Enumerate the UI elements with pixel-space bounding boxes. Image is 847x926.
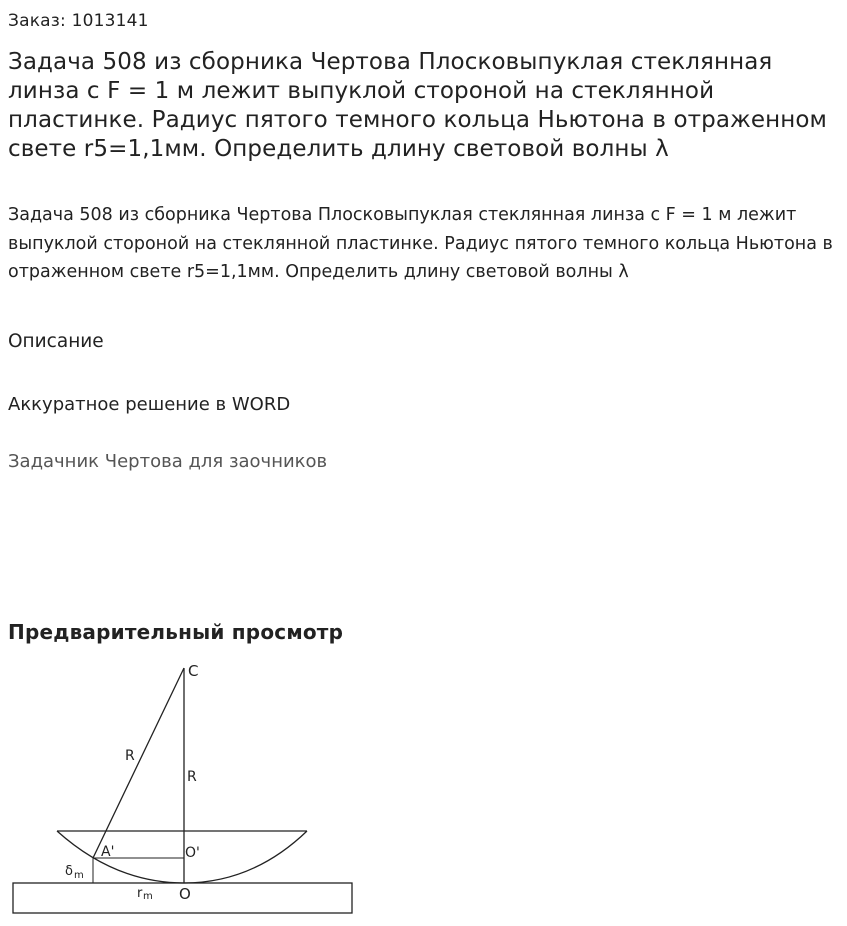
label-o-prime: O' [185,845,200,861]
task-description: Задача 508 из сборника Чертова Плосковыпуклая стеклянная линза с F = 1 м лежит выпуклой стороной на стеклянной пластинке. Радиус пятого темного кольца Ньютона в отраженном свете r5=1,1мм. Определить длину световой волны λ [8,205,833,282]
label-r-vertical: R [187,769,197,785]
description-label: Описание [8,331,104,352]
label-o: O [179,885,191,903]
label-delta: δ [65,864,73,879]
newton-rings-diagram [0,650,380,926]
preview-heading: Предварительный просмотр [8,620,344,644]
label-c: C [188,662,199,680]
slanted-radius-line [93,668,184,858]
order-number: Заказ: 1013141 [8,11,149,31]
label-r-m: r [137,886,143,901]
label-a-prime: A' [101,844,115,860]
label-r-m-sub: m [143,891,153,902]
book-category-link[interactable]: Задачник Чертова для заочников [8,451,328,472]
task-title: Задача 508 из сборника Чертова Плосковыпуклая стеклянная линза с F = 1 м лежит выпуклой стороной на стеклянной пластинке. Радиус пятого темного кольца Ньютона в отраженном свете r5=1,1мм. Определить длину световой волны λ [8,49,827,162]
label-delta-sub: m [74,870,84,881]
label-r-slanted: R [125,748,135,764]
solution-format-note: Аккуратное решение в WORD [8,394,291,415]
lens-convex-side [57,831,307,883]
